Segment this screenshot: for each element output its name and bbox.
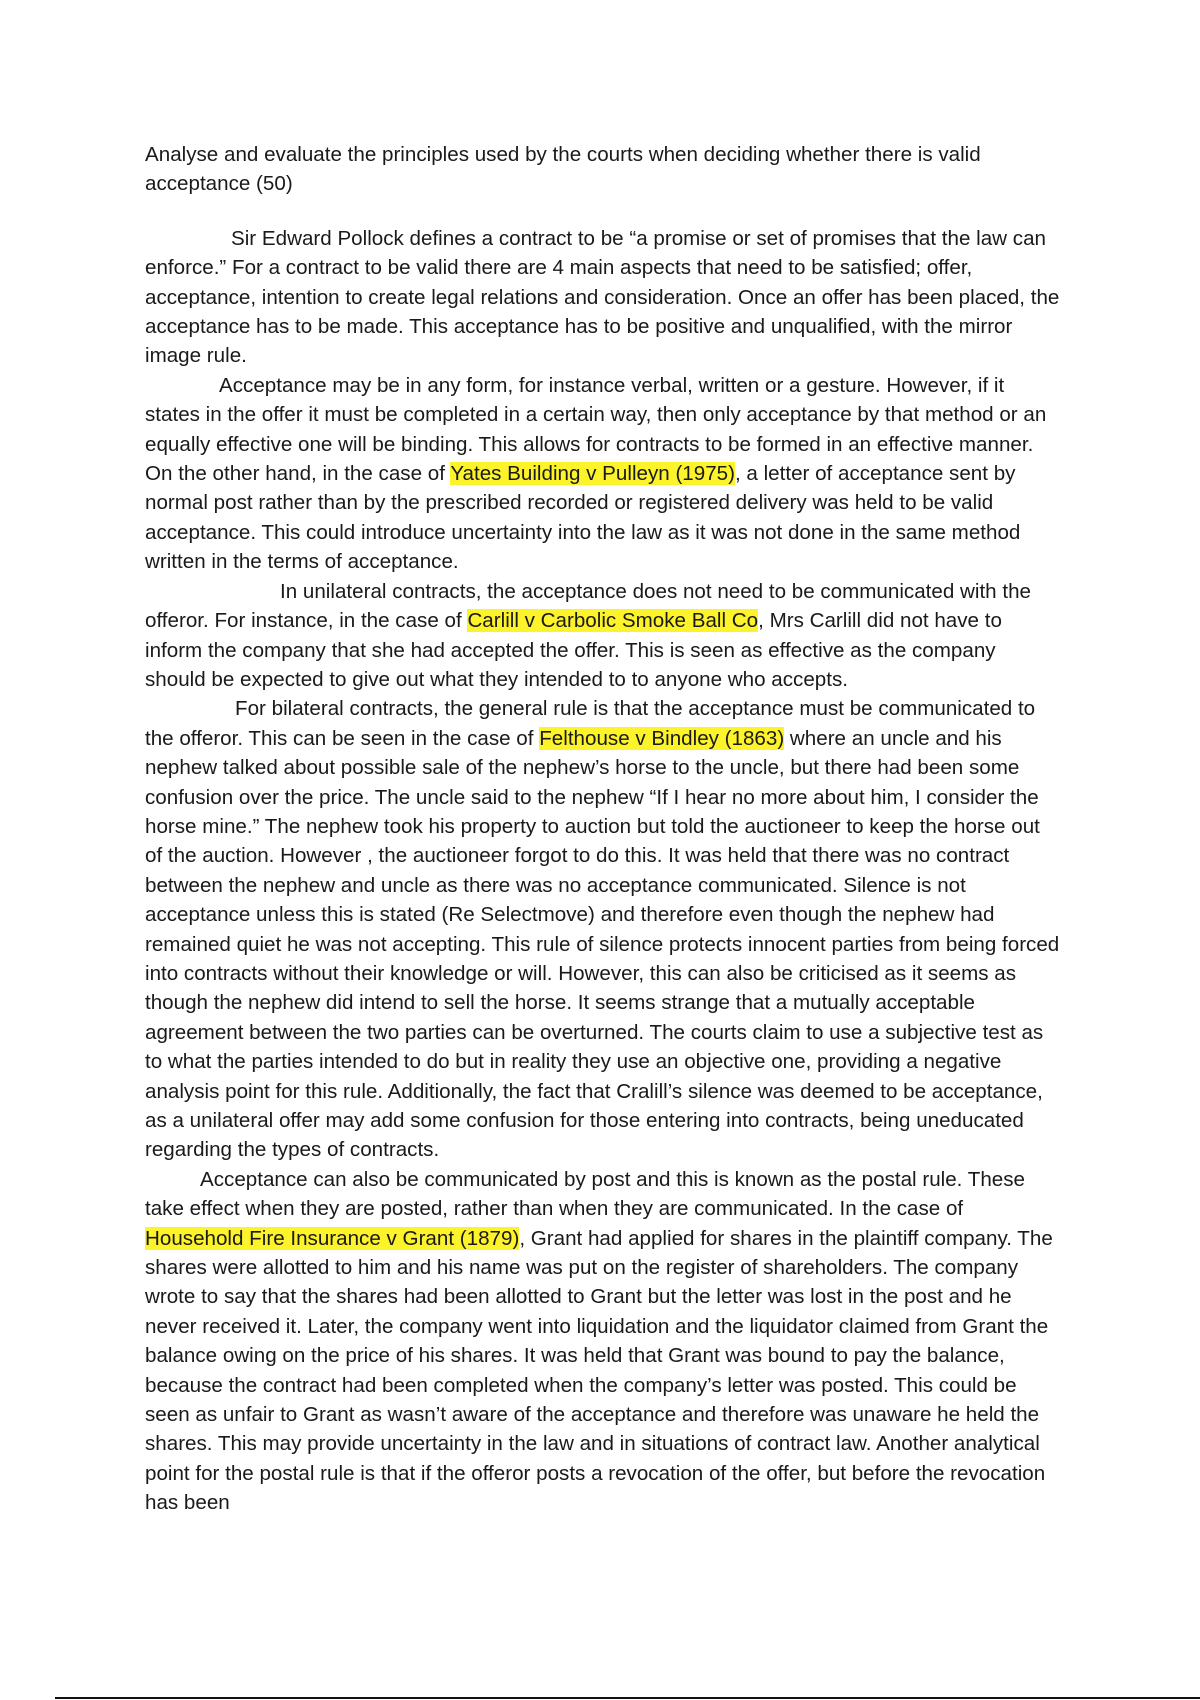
paragraph-definition	[145, 224, 1060, 371]
case-citation-highlight: Household Fire Insurance v Grant (1879)	[145, 1226, 520, 1250]
paragraph-text: Acceptance can also be communicated by post and this is known as the postal rule. These take effect when they are posted, rather than when they are communicated. In the case of	[145, 1167, 1025, 1221]
paragraph-text: In unilateral contracts, the acceptance does not need to be communicated with the offeror. For instance, in the case of	[145, 579, 1031, 633]
paragraph-text: , a letter of acceptance sent by normal post rather than by the prescribed recorded or registered delivery was held to be valid acceptance. This could introduce uncertainty into the law as it was not done in the same method written in the terms of acceptance.	[145, 462, 1021, 574]
document-page	[145, 140, 1060, 1518]
paragraph-text: For bilateral contracts, the general rule is that the acceptance must be communicated to the offeror. This can be seen in the case of	[145, 697, 1036, 750]
paragraph-text: , Mrs Carlill did not have to inform the company that she had accepted the offer. This is seen as effective as the company should be expected to give out what they intended to to anyone who accepts.	[145, 609, 1002, 691]
paragraph-text: where an uncle and his nephew talked about possible sale of the nephew’s horse to the uncle, but there had been some confusion over the price. The uncle said to the nephew “If I hear no more about him, I consider the horse mine.” The nephew took his property to auction but told the auctioneer to keep the horse out of the auction. However , the auctioneer forgot to do this. It was held that there was no contract between the nephew and uncle as there was no acceptance communicated. Silence is not acceptance unless this is stated (Re Selectmove) and therefore even though the nephew had remained quiet he was not accepting. This rule of silence protects innocent parties from being forced into contracts without their knowledge or will. However, this can also be criticised as it seems as though the nephew did intend to sell the horse. It seems strange that a mutually acceptable agreement between the two parties can be overturned. The courts claim to use a subjective test as to what the parties intended to do but in reality they use an objective one, providing a negative analysis point for this rule. Additionally, the fact that Cralill’s silence was deemed to be acceptance, as a unilateral offer may add some confusion for those entering into contracts, being uneducated regarding the types of contracts.	[145, 726, 1060, 1162]
paragraph-text: Sir Edward Pollock defines a contract to be “a promise or set of promises that the law can enforce.” For a contract to be valid there are 4 main aspects that need to be satisfied; offer, acceptance, intention to create legal relations and consideration. Once an offer has been placed, the acceptance has to be made. This acceptance has to be positive and unqualified, with the mirror image rule.	[145, 226, 1060, 368]
paragraph-unilateral-contracts	[145, 577, 1060, 695]
page-bottom-rule	[55, 1697, 1200, 1699]
case-citation-highlight: Felthouse v Bindley (1863)	[539, 726, 785, 750]
paragraph-bilateral-contracts	[145, 694, 1060, 1165]
case-citation-highlight: Yates Building v Pulleyn (1975)	[450, 462, 735, 486]
paragraph-text: Acceptance may be in any form, for instance verbal, written or a gesture. However, if it states in the offer it must be completed in a certain way, then only acceptance by that method or an equally effective one will be binding. This allows for contracts to be formed in an effective manner. On the other hand, in the case of	[145, 373, 1047, 486]
essay-question: Analyse and evaluate the principles used by the courts when deciding whether there is valid acceptance (50)	[145, 143, 981, 196]
paragraph-form-of-acceptance	[145, 371, 1060, 577]
paragraph-text: , Grant had applied for shares in the plaintiff company. The shares were allotted to him and his name was put on the register of shareholders. The company wrote to say that the shares had been allotted to Grant but the letter was lost in the post and he never received it. Later, the company went into liquidation and the liquidator claimed from Grant the balance owing on the price of his shares. It was held that Grant was bound to pay the balance, because the contract had been completed when the company’s letter was posted. This could be seen as unfair to Grant as wasn’t aware of the acceptance and therefore was unaware he held the shares. This may provide uncertainty in the law and in situations of contract law. Another analytical point for the postal rule is that if the offeror posts a revocation of the offer, but before the revocation has been	[145, 1226, 1053, 1515]
case-citation-highlight: Carlill v Carbolic Smoke Ball Co	[467, 609, 759, 633]
paragraph-postal-rule	[145, 1165, 1060, 1518]
